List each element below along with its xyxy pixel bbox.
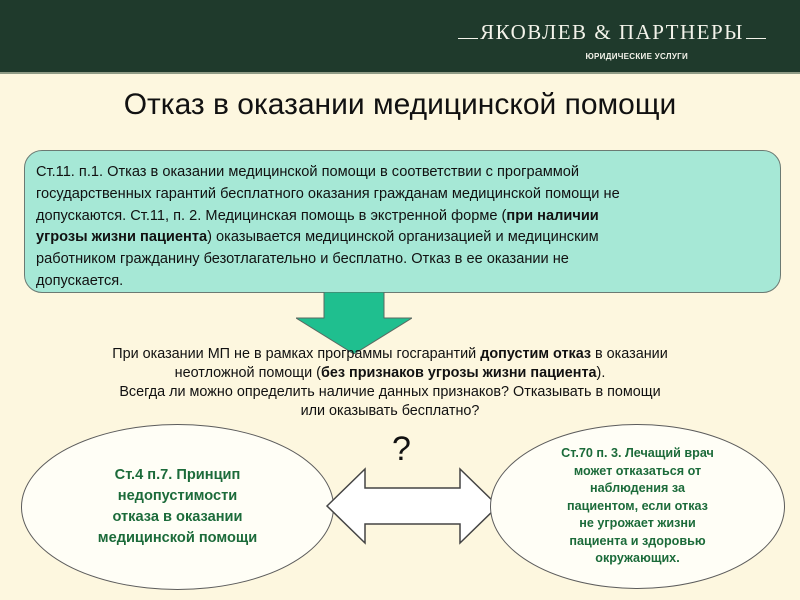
question-line-2: неотложной помощи ( <box>174 365 321 381</box>
question-line-4: или оказывать бесплатно? <box>300 403 480 419</box>
double-arrow-icon <box>325 466 500 546</box>
header-bar <box>0 0 800 74</box>
law-emphasis-1: при наличии <box>506 207 599 224</box>
question-line-1-end: в оказании <box>591 346 668 362</box>
brand-name-left: ЯКОВЛЕВ <box>480 20 588 44</box>
question-line-1: При оказании МП не в рамках программы госгарантий <box>112 346 481 362</box>
question-text <box>40 345 740 421</box>
law-line-1: Ст.11. п.1. Отказ в оказании медицинской помощи в соответствии с программой <box>36 164 580 180</box>
brand-logo <box>456 20 768 45</box>
law-text-box <box>24 150 781 293</box>
law-line-2: государственных гарантий бесплатного оказания гражданам медицинской помощи не <box>36 185 620 202</box>
brand-rule-right <box>746 38 766 39</box>
question-emphasis-1: допустим отказ <box>480 346 592 362</box>
law-line-5: работником гражданину безотлагательно и бесплатно. Отказ в ее оказании не <box>36 251 569 268</box>
question-mark: ? <box>392 430 411 468</box>
law-line-4: ) оказывается медицинской организацией и медицинским <box>207 229 599 246</box>
law-emphasis-2: угрозы жизни пациента <box>36 229 208 246</box>
question-line-3: Всегда ли можно определить наличие данных признаков? Отказывать в помощи <box>119 384 661 400</box>
brand-ampersand: & <box>594 20 613 44</box>
principle-text: Ст.4 п.7. Принцип недопустимости отказа в оказании медицинской помощи <box>97 467 258 546</box>
question-line-2-end: ). <box>596 365 606 381</box>
question-emphasis-2: без признаков угрозы жизни пациента <box>320 365 597 381</box>
brand-subtitle: ЮРИДИЧЕСКИЕ УСЛУГИ <box>585 52 688 61</box>
slide-title: Отказ в оказании медицинской помощи <box>123 88 677 121</box>
brand-name-right: ПАРТНЕРЫ <box>618 20 744 44</box>
principle-ellipse <box>21 424 334 590</box>
doctor-refusal-text: Ст.70 п. 3. Лечащий врач может отказаться от наблюдения за пациентом, если отказ не угрожает жизни пациента и здоровью окружающих. <box>561 446 714 566</box>
law-line-3: допускаются. Ст.11, п. 2. Медицинская помощь в экстренной форме ( <box>36 207 507 224</box>
law-line-6: допускается. <box>36 272 124 289</box>
brand-rule-left <box>458 38 478 39</box>
doctor-refusal-ellipse <box>490 424 785 589</box>
